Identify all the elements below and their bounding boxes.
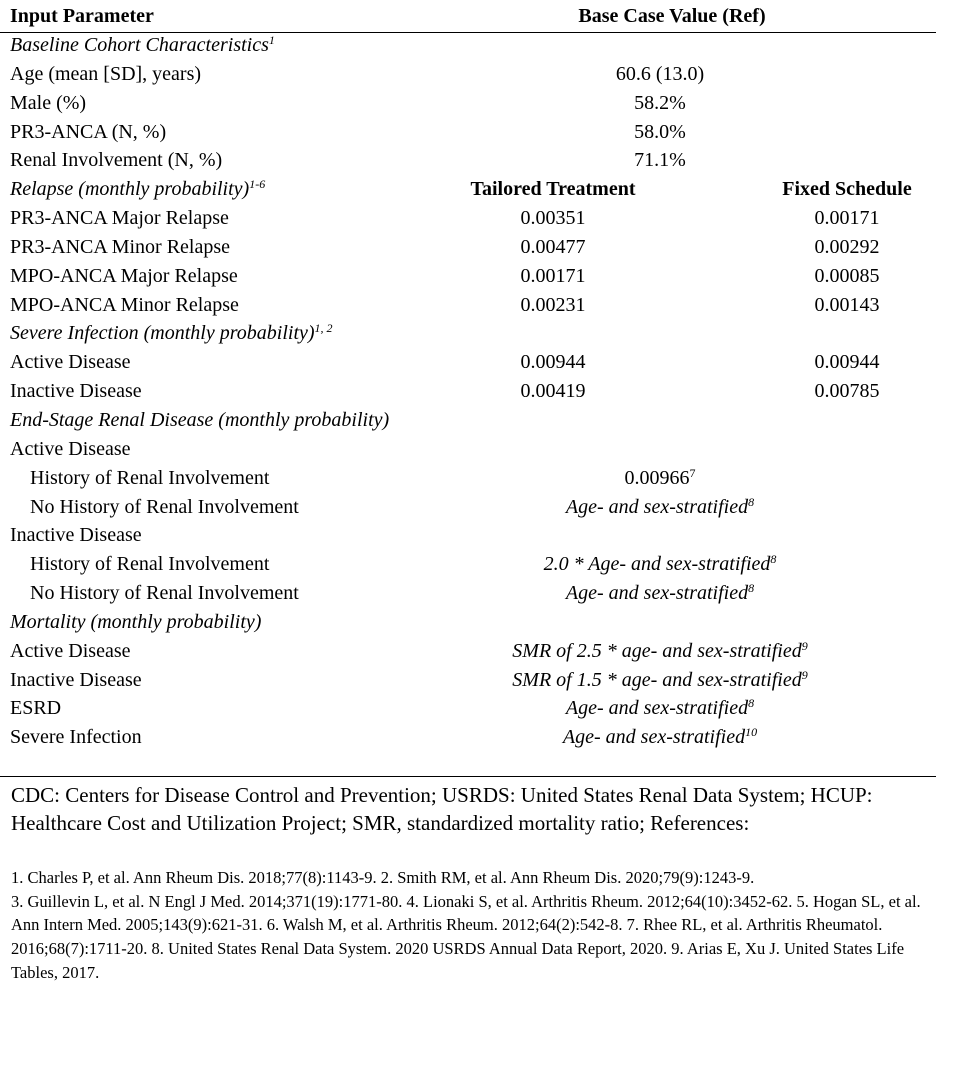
row-label (10, 694, 61, 723)
table-row (0, 493, 936, 522)
row-label (10, 175, 265, 204)
table-row (0, 146, 936, 175)
table-row (0, 464, 936, 493)
section-row (0, 608, 936, 637)
table-row (0, 118, 936, 147)
base-case-value (616, 60, 704, 89)
table-row (0, 550, 936, 579)
tailored-value: 0.00944 (520, 351, 586, 374)
tailored-value: 0.00419 (520, 380, 586, 403)
row-label (10, 291, 239, 320)
row-label (10, 406, 389, 435)
row-label-text: PR3-ANCA Major Relapse (10, 207, 229, 230)
base-case-value (634, 89, 686, 118)
table-bottom-rule (0, 776, 936, 777)
base-case-value (512, 637, 807, 666)
row-label-text: Inactive Disease (10, 524, 142, 547)
row-label (10, 723, 142, 752)
fixed-value: 0.00944 (814, 351, 880, 374)
table-row (0, 637, 936, 666)
row-label-text: Baseline Cohort Characteristics (10, 34, 269, 56)
row-label-text: MPO-ANCA Minor Relapse (10, 293, 239, 316)
references (11, 866, 951, 985)
value-text: SMR of 1.5 * age- and sex-stratified (512, 668, 802, 691)
value-text: 58.0% (634, 120, 686, 143)
tailored-value: 0.00231 (520, 293, 586, 316)
value-text: Age- and sex-stratified (565, 495, 749, 518)
row-label-text: Severe Infection (monthly probability) (10, 322, 315, 345)
row-label (10, 521, 142, 550)
value-text: 58.2% (634, 91, 686, 114)
row-label (10, 666, 142, 695)
value-text: Age- and sex-stratified (562, 726, 746, 749)
row-label-text: Age (mean [SD], years) (10, 62, 202, 85)
base-case-value (566, 493, 754, 522)
base-case-value (544, 550, 777, 579)
row-label-text: Mortality (monthly probability) (10, 610, 262, 633)
base-case-value (566, 579, 754, 608)
tailored-value: 0.00351 (520, 207, 586, 230)
row-label (10, 118, 166, 147)
value-text: 60.6 (13.0) (615, 62, 705, 85)
row-label (30, 550, 269, 579)
row-label-text: MPO-ANCA Major Relapse (10, 264, 238, 287)
value-reference: 8 (748, 494, 755, 509)
row-label-text: Renal Involvement (N, %) (10, 149, 223, 172)
row-label-text: Relapse (monthly probability) (10, 178, 250, 201)
row-label-text: Inactive Disease (10, 668, 142, 691)
section-row (0, 406, 936, 435)
table-row (0, 666, 936, 695)
row-label (10, 31, 275, 60)
row-label (10, 233, 230, 262)
section-row (0, 31, 936, 60)
base-case-value (563, 723, 757, 752)
row-label-text: No History of Renal Involvement (30, 582, 299, 605)
row-label-text: Active Disease (10, 351, 131, 374)
section-row (0, 319, 936, 348)
label-reference: 1-6 (249, 177, 266, 192)
row-label (10, 608, 261, 637)
row-label (10, 319, 333, 348)
row-label-text: History of Renal Involvement (30, 553, 270, 576)
base-case-value (634, 118, 686, 147)
row-label-text: PR3-ANCA Minor Relapse (10, 235, 230, 258)
table-row (0, 579, 936, 608)
value-text: 2.0 * Age- and sex-stratified (543, 553, 771, 576)
value-reference: 9 (801, 667, 808, 682)
header-input-parameter: Input Parameter (10, 5, 154, 27)
table-row (0, 723, 936, 752)
tailored-value: 0.00477 (520, 235, 586, 258)
value-reference: 9 (801, 638, 808, 653)
table-row (0, 60, 936, 89)
row-label (10, 637, 131, 666)
row-label (10, 262, 238, 291)
table-row (0, 521, 936, 550)
parameter-table (0, 31, 936, 752)
label-reference: 1, 2 (314, 321, 333, 336)
row-label-text: End-Stage Renal Disease (monthly probability) (10, 408, 390, 431)
value-text: 71.1% (634, 149, 686, 172)
row-label-text: Inactive Disease (10, 380, 142, 403)
table-header (0, 2, 936, 33)
row-label (10, 377, 142, 406)
value-text: Age- and sex-stratified (565, 582, 749, 605)
table-row (0, 694, 936, 723)
row-label-text: Active Disease (10, 437, 131, 460)
label-reference: 1 (268, 33, 275, 47)
row-label-text: PR3-ANCA (N, %) (10, 120, 167, 143)
row-label-text: History of Renal Involvement (30, 466, 270, 489)
section-row (0, 175, 936, 204)
row-label (10, 435, 131, 464)
fixed-value: 0.00785 (814, 380, 880, 403)
value-text: 0.00966 (624, 466, 690, 489)
table-row (0, 348, 936, 377)
base-case-value (634, 146, 686, 175)
row-label-text: Active Disease (10, 639, 131, 662)
header-fixed-schedule: Fixed Schedule (782, 178, 912, 201)
value-reference: 10 (745, 725, 758, 740)
value-text: SMR of 2.5 * age- and sex-stratified (512, 639, 802, 662)
table-row (0, 233, 936, 262)
table-row (0, 291, 936, 320)
base-case-value (512, 666, 807, 695)
row-label-text: Severe Infection (10, 726, 142, 749)
base-case-value (566, 694, 754, 723)
row-label (30, 579, 299, 608)
row-label (30, 493, 299, 522)
header-tailored-treatment: Tailored Treatment (470, 178, 636, 201)
table-row (0, 204, 936, 233)
table-row (0, 377, 936, 406)
base-case-value (625, 464, 696, 493)
value-reference: 7 (689, 465, 696, 480)
row-label (10, 348, 131, 377)
row-label-text: ESRD (10, 697, 62, 720)
table-row (0, 262, 936, 291)
tailored-value: 0.00171 (520, 264, 586, 287)
row-label (30, 464, 269, 493)
references-line-1: 1. Charles P, et al. Ann Rheum Dis. 2018;77(8):1143-9. 2. Smith RM, et al. Ann Rheum Dis. 2020;79(9):1243-9. (11, 868, 755, 887)
row-label (10, 204, 229, 233)
references-line-2: 3. Guillevin L, et al. N Engl J Med. 2014;371(19):1771-80. 4. Lionaki S, et al. Arthritis Rheum. 2012;64(10):3452-62. 5. Hogan SL, et al. Ann Intern Med. 2005;143(9):621-31. 6. Walsh M, et al. Arthritis Rheum. 2012;64(2):542-8. 7. Rhee RL, et al. Arthritis Rheumatol. 2016;68(7):1711-20. 8. United States Renal Data System. 2020 USRDS Annual Data Report, 2020. 9. Arias E, Xu J. United States Life Tables, 2017. (11, 891, 921, 982)
row-label (10, 60, 201, 89)
value-text: Age- and sex-stratified (565, 697, 749, 720)
table-row (0, 435, 936, 464)
value-reference: 8 (770, 552, 777, 567)
fixed-value: 0.00143 (814, 293, 880, 316)
value-reference: 8 (748, 696, 755, 711)
fixed-value: 0.00085 (814, 264, 880, 287)
abbreviations-note: CDC: Centers for Disease Control and Prevention; USRDS: United States Renal Data System; HCUP: Healthcare Cost and Utilization Project; SMR, standardized mortality ratio; References: (11, 783, 873, 835)
row-label-text: Male (%) (10, 91, 87, 114)
table-row (0, 89, 936, 118)
row-label (10, 146, 222, 175)
value-reference: 8 (748, 581, 755, 596)
row-label-text: No History of Renal Involvement (30, 495, 299, 518)
fixed-value: 0.00292 (814, 235, 880, 258)
header-base-case-value: Base Case Value (Ref) (578, 5, 766, 27)
fixed-value: 0.00171 (814, 207, 880, 230)
row-label (10, 89, 86, 118)
